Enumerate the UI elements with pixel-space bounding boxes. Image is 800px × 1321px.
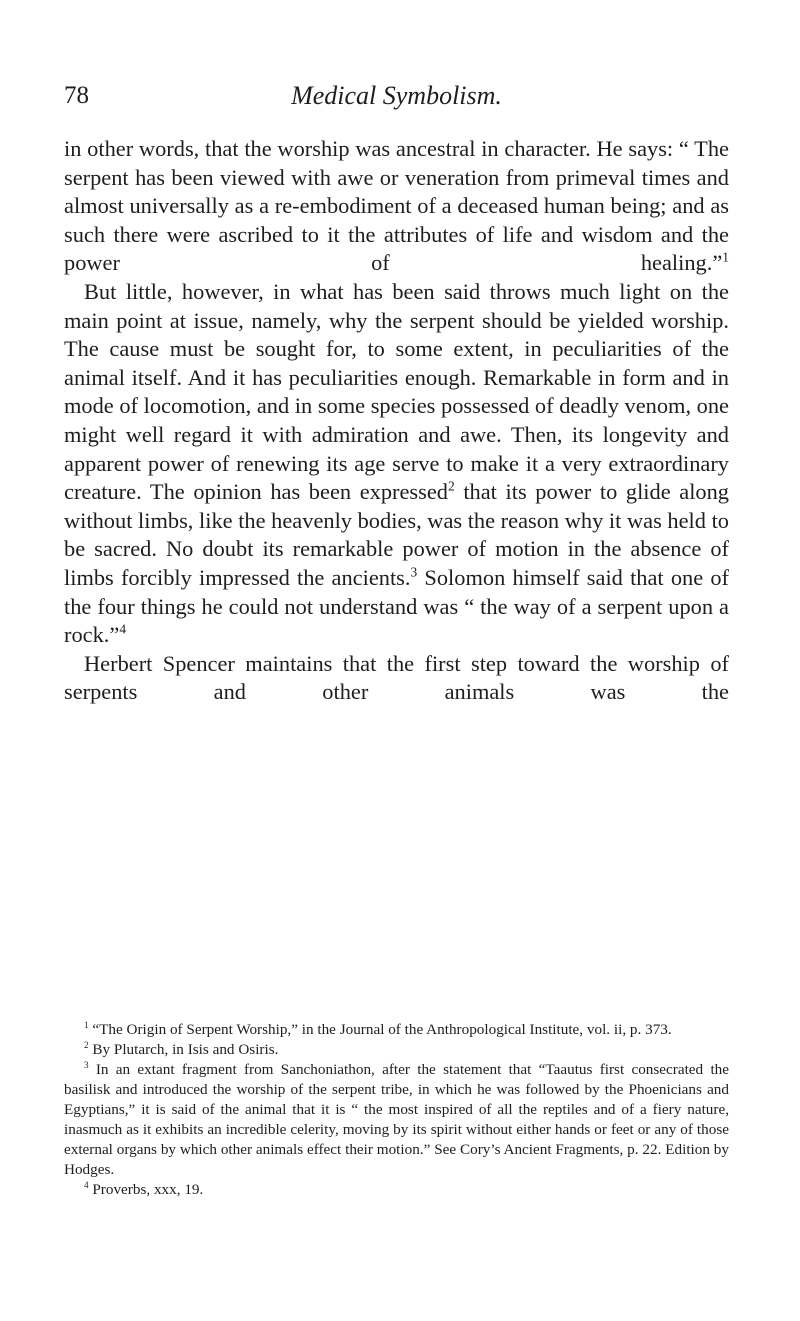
running-title: Medical Symbolism.: [291, 81, 502, 110]
footnote-number: 1: [84, 1019, 89, 1030]
footnote-marker: 2: [447, 478, 455, 494]
paragraph: [64, 135, 729, 278]
paragraph-text: in other words, that the worship was ancestral in character. He says: “ The serpent has been viewed with awe or veneration from primeval times and almost universally as a re-embodiment of a deceased human being; and as such there were ascribed to it the attributes of life and wisdom and the power of healing.”: [64, 136, 729, 276]
footnote-marker: 4: [119, 621, 127, 637]
footnote-text: “The Origin of Serpent Worship,” in the Journal of the Anthropological Institute, vol. ii, p. 373.: [92, 1021, 672, 1038]
footnote-text: Proverbs, xxx, 19.: [92, 1181, 204, 1198]
paragraph-text: But little, however, in what has been said throws much light on the main point at issue, namely, why the serpent should be yielded worship. The cause must be sought for, to some extent, in peculiarities of the animal itself. And it has peculiarities enough. Remarkable in form and in mode of locomotion, and in some species possessed of deadly venom, one might well regard it with admiration and awe. Then, its longevity and apparent power of renewing its age serve to make it a very extraordinary creature. The opinion has been expressed: [64, 278, 729, 505]
footnote-number: 4: [84, 1179, 89, 1190]
footnote: [64, 1060, 729, 1180]
footnote-text: By Plutarch, in Isis and Osiris.: [92, 1041, 279, 1058]
footnote-marker: 3: [410, 564, 418, 580]
footnote-number: 2: [84, 1039, 89, 1050]
paragraph-text: Herbert Spencer maintains that the first step toward the worship of serpents and other animals was the: [64, 650, 729, 705]
paragraph-text: that its power to glide along without limbs, like the heavenly bodies, was the reason why it was held to be sacred. No doubt its remarkable power of motion in the absence of limbs forcibly impressed the ancients.: [64, 479, 730, 590]
footnote: [64, 1180, 729, 1200]
footnotes: [64, 1020, 729, 1200]
footnote-marker: 1: [722, 249, 729, 265]
paragraph-text: Solomon himself said that one of the four things he could not understand was “ the way of a serpent upon a rock.”: [64, 564, 729, 648]
footnote: [64, 1040, 729, 1060]
paragraph: [64, 278, 729, 650]
page-header: [64, 78, 729, 114]
footnote-number: 3: [84, 1059, 89, 1070]
page-number: 78: [64, 82, 89, 109]
body-text: [64, 135, 729, 707]
footnote: [64, 1020, 729, 1040]
footnote-text: In an extant fragment from Sanchoniathon, after the statement that “Taautus first consecrated the basilisk and introduced the worship of the serpent tribe, in which he was followed by the Phoenicians and Egyptians,” it is said of the animal that it is “ the most inspired of all the reptiles and of a fiery nature, inasmuch as it exhibits an incredible celerity, moving by its spirit without either hands or feet or any of those external organs by which other animals effect their motion.” See Cory’s Ancient Fragments, p. 22. Edition by Hodges.: [64, 1061, 729, 1178]
paragraph: [64, 650, 729, 707]
